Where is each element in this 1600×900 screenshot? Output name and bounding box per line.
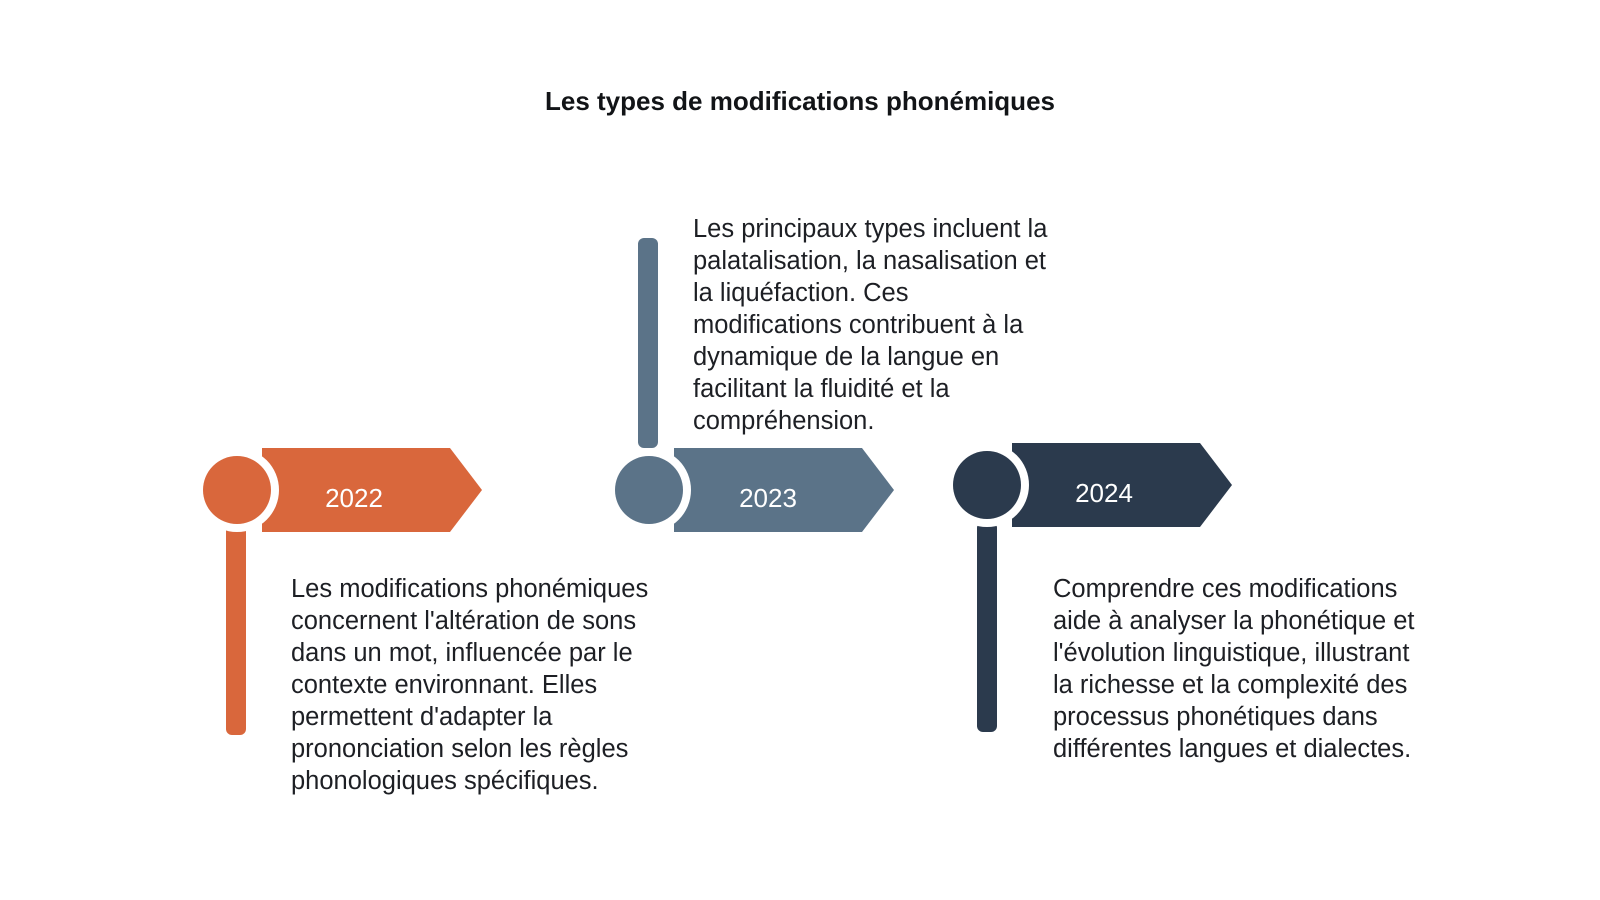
year-label-2024: 2024 [1075,478,1133,508]
dot-2022 [203,456,271,524]
dot-2023 [615,456,683,524]
description-2023: Les principaux types incluent la palatalisation, la nasalisation et la liquéfaction. Ces modifications contribuent à la dynamique de la langue en facilitant la fluidité et la compréhension. [693,215,1048,435]
year-label-2023: 2023 [739,483,797,513]
description-2024: Comprendre ces modifications aide à analyser la phonétique et l'évolution linguistique, illustrant la richesse et la complexité des processus phonétiques dans différentes langues et dialectes. [1053,575,1415,763]
dot-2024 [953,451,1021,519]
page-title: Les types de modifications phonémiques [545,86,1055,116]
stem-2022 [226,525,246,735]
year-label-2022: 2022 [325,483,383,513]
stem-2024 [977,522,997,732]
description-2022: Les modifications phonémiques concernent l'altération de sons dans un mot, influencée par le contexte environnant. Elles permettent d'adapter la prononciation selon les règles phonologiques spécifiques. [291,575,649,795]
stem-2023 [638,238,658,448]
